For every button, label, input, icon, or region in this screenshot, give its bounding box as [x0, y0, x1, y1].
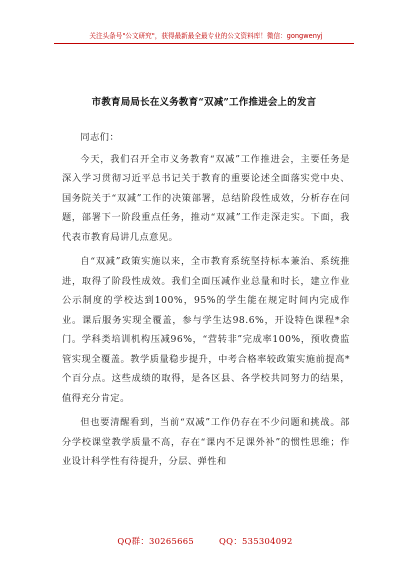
footer-contact	[80, 535, 330, 547]
footer-qq-group: QQ群：30265665	[117, 536, 195, 546]
document-body	[62, 128, 350, 477]
paragraph-problems: 但也要清醒看到，当前“双减”工作仍存在不少问题和挑战。部分学校课堂教学质量不高，存在“课内不足课外补”的惯性思维；作业设计科学性有待提升，分层、弹性和	[62, 417, 350, 467]
header-promo-text: 关注头条号"公文研究"，获得最新最全最专业的公文资料库！微信：gongwenyj	[89, 32, 323, 40]
document-title: 市教育局局长在义务教育“双减”工作推进会上的发言	[91, 97, 317, 108]
paragraph-intro: 今天，我们召开全市义务教育“双减”工作推进会，主要任务是深入学习贯彻习近平总书记关于教育的重要论述全面落实党中央、国务院关于“双减”工作的决策部署，总结阶段性成效，分析存在问题，部署下一阶段重点任务，推动“双减”工作走深走实。下面，我代表市教育局讲几点意见。	[62, 153, 350, 243]
paragraph-achievements: 自“双减”政策实施以来，全市教育系统坚持标本兼治、系统推进，取得了阶段性成效。我们全面压减作业总量和时长，建立作业公示制度的学校达到100%，95%的学生能在规定时间内完成作业。课后服务实现全覆盖，参与学生达98.6%，开设特色课程*余门。学科类培训机构压减96%，“营转非”完成率100%，预收费监管实现全覆盖。教学质量稳步提升，中考合格率较政策实施前提高*个百分点。这些成绩的取得，是各区县、各学校共同努力的结果，值得充分肯定。	[62, 256, 350, 404]
footer-qq: QQ：535304092	[219, 536, 293, 546]
salutation: 同志们：	[80, 132, 120, 143]
header-divider	[54, 43, 354, 44]
